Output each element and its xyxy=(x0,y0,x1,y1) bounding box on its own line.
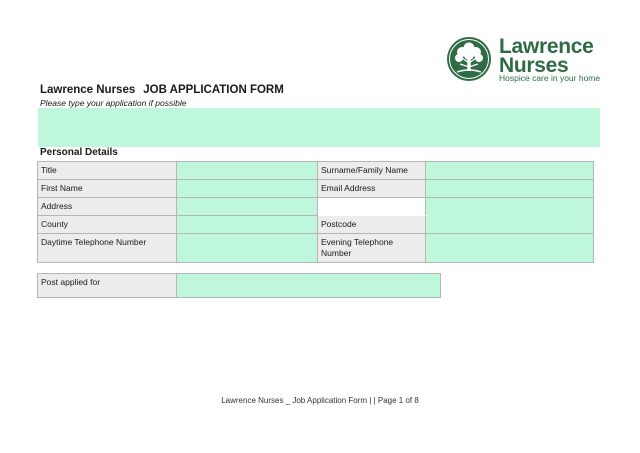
postcode-field[interactable] xyxy=(426,198,594,234)
daytime-phone-field[interactable] xyxy=(177,234,318,263)
address-field-continued[interactable] xyxy=(318,198,426,216)
email-label: Email Address xyxy=(318,180,426,198)
org-name: Lawrence Nurses xyxy=(40,84,136,96)
daytime-phone-label: Daytime Telephone Number xyxy=(38,234,177,263)
personal-details-heading: Personal Details xyxy=(40,147,118,158)
surname-label: Surname/Family Name xyxy=(318,162,426,180)
surname-field[interactable] xyxy=(426,162,594,180)
address-label: Address xyxy=(38,198,177,216)
address-field[interactable] xyxy=(177,198,318,216)
county-field[interactable] xyxy=(177,216,318,234)
email-field[interactable] xyxy=(426,180,594,198)
logo xyxy=(446,36,606,86)
page-footer: Lawrence Nurses _ Job Application Form | | Page 1 of 8 xyxy=(221,396,419,405)
first-name-field[interactable] xyxy=(177,180,318,198)
logo-line-2: Nurses xyxy=(499,54,569,77)
title-field[interactable] xyxy=(177,162,318,180)
post-applied-label: Post applied for xyxy=(38,274,177,298)
header-fill-band xyxy=(38,108,600,147)
logo-tagline: Hospice care in your home xyxy=(499,73,601,83)
first-name-label: First Name xyxy=(38,180,177,198)
instruction-text: Please type your application if possible xyxy=(40,98,187,108)
tree-logo-icon xyxy=(446,36,492,82)
personal-details-table xyxy=(37,161,594,263)
logo-line-1: Lawrence xyxy=(499,35,594,58)
evening-phone-field[interactable] xyxy=(426,234,594,263)
post-applied-table xyxy=(37,273,441,298)
page-title xyxy=(40,84,284,96)
post-applied-field[interactable] xyxy=(177,274,441,298)
county-label: County xyxy=(38,216,177,234)
postcode-label: Postcode xyxy=(318,216,426,234)
form-title: JOB APPLICATION FORM xyxy=(143,84,284,96)
evening-phone-label: Evening Telephone Number xyxy=(318,234,426,263)
title-label: Title xyxy=(38,162,177,180)
